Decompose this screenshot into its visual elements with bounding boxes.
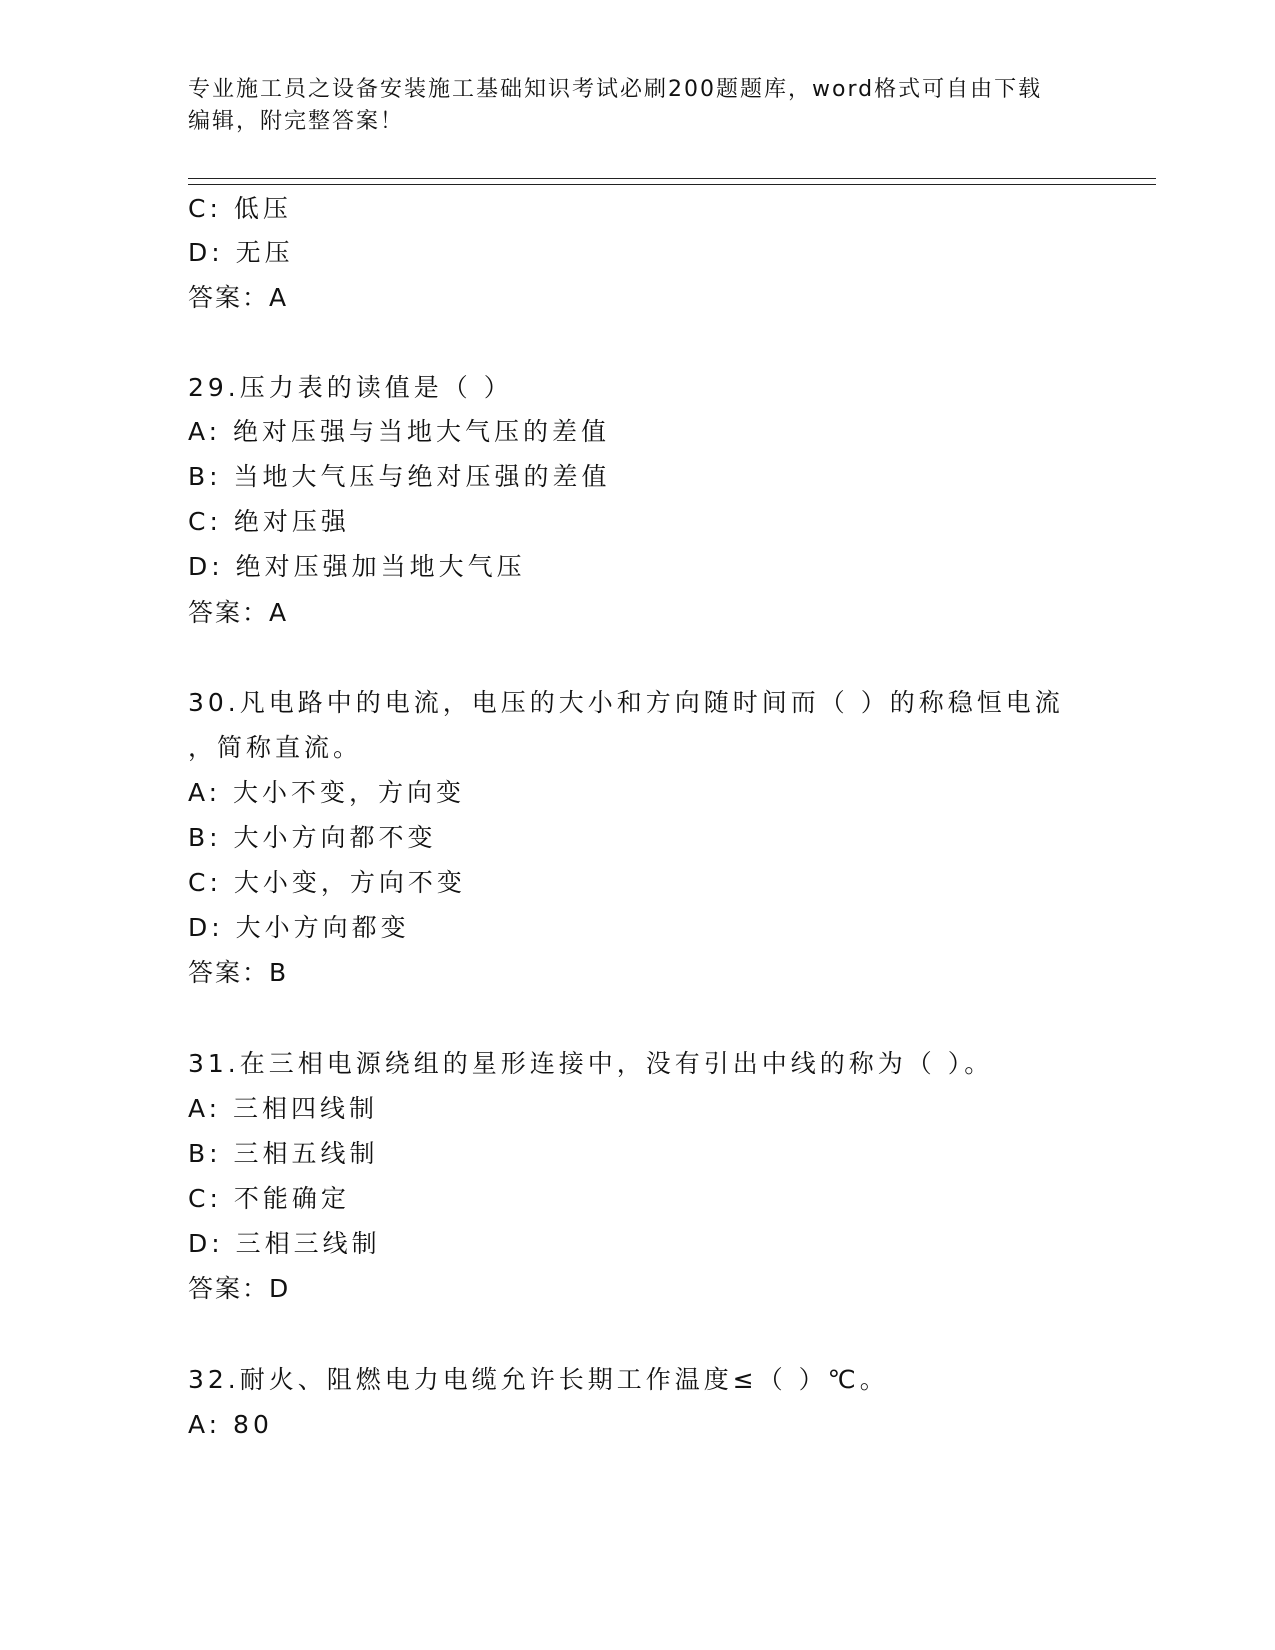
header-line-2: 编辑，附完整答案！	[188, 109, 405, 134]
q30-stem-line-2: ，简称直流。	[188, 733, 363, 762]
q30-stem-line-1: 30.凡电路中的电流，电压的大小和方向随时间而（ ）的称稳恒电流	[188, 688, 1064, 717]
q28-option-d: D: 无压	[188, 238, 294, 267]
q30-option-b: B: 大小方向都不变	[188, 823, 437, 852]
document-header	[188, 74, 1088, 138]
header-divider-top	[188, 178, 1156, 179]
q31-option-b: B: 三相五线制	[188, 1139, 379, 1168]
q31-option-a: A: 三相四线制	[188, 1094, 379, 1123]
q29-option-b: B: 当地大气压与绝对压强的差值	[188, 462, 611, 491]
q30-option-d: D: 大小方向都变	[188, 913, 410, 942]
q29-stem: 29.压力表的读值是（ ）	[188, 373, 513, 402]
q29-answer: 答案：A	[188, 598, 289, 627]
q31-option-d: D: 三相三线制	[188, 1229, 381, 1258]
q31-stem: 31.在三相电源绕组的星形连接中，没有引出中线的称为（ ）。	[188, 1049, 994, 1078]
q31-option-c: C: 不能确定	[188, 1184, 350, 1213]
q29-option-a: A: 绝对压强与当地大气压的差值	[188, 417, 611, 446]
q32-stem: 32.耐火、阻燃电力电缆允许长期工作温度≤（ ）℃。	[188, 1365, 889, 1394]
q29-option-c: C: 绝对压强	[188, 507, 350, 536]
header-divider-bottom	[188, 184, 1156, 185]
q30-option-c: C: 大小变，方向不变	[188, 868, 466, 897]
q32-option-a: A: 80	[188, 1410, 273, 1439]
q28-option-c: C: 低压	[188, 194, 292, 223]
q30-option-a: A: 大小不变，方向变	[188, 778, 466, 807]
q30-answer: 答案：B	[188, 958, 289, 987]
q31-answer: 答案：D	[188, 1274, 291, 1303]
q29-option-d: D: 绝对压强加当地大气压	[188, 552, 526, 581]
header-line-1: 专业施工员之设备安装施工基础知识考试必刷200题题库，word格式可自由下载	[188, 77, 1043, 102]
q28-answer: 答案：A	[188, 283, 289, 312]
